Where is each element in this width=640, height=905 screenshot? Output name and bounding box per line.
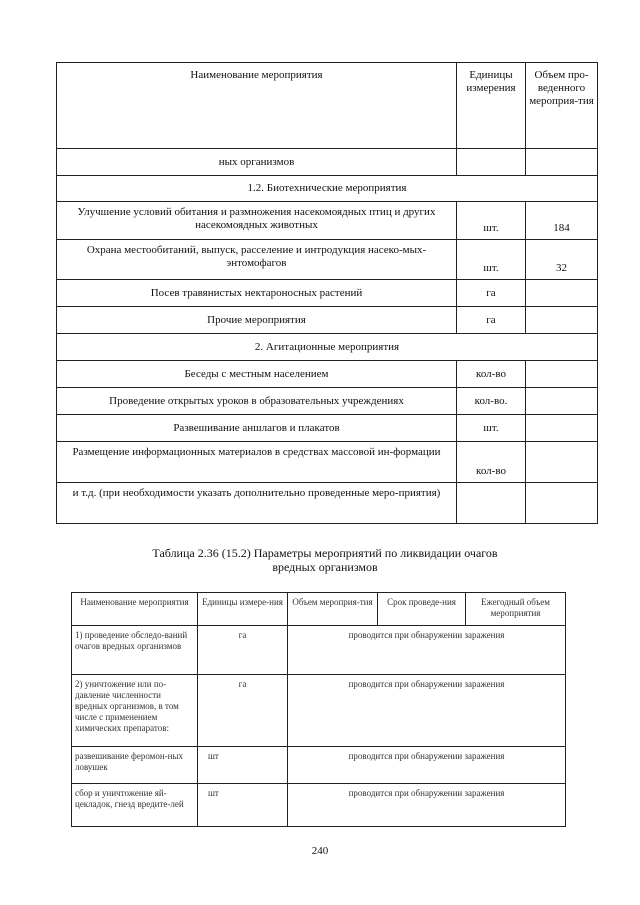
row-unit (457, 483, 526, 524)
row-name: сбор и уничтожение яй-цекладок, гнезд вредите-лей (72, 784, 198, 827)
row-value (526, 388, 598, 415)
table-row (72, 675, 566, 747)
section-row (57, 334, 598, 361)
row-value (526, 280, 598, 307)
row-name: ных организмов (57, 149, 457, 176)
table-row (72, 784, 566, 827)
table-row (57, 202, 598, 240)
row-name: Проведение открытых уроков в образовательных учреждениях (57, 388, 457, 415)
row-unit: кол-во (457, 361, 526, 388)
header-name: Наименование мероприятия (57, 63, 457, 149)
row-value (526, 415, 598, 442)
row-name: и т.д. (при необходимости указать дополнительно проведенные меро-приятия) (57, 483, 457, 524)
section-agit: 2. Агитационные мероприятия (57, 334, 598, 361)
row-name: Развешивание аншлагов и плакатов (57, 415, 457, 442)
table-row (57, 240, 598, 280)
row-unit: шт. (457, 415, 526, 442)
row-note: проводится при обнаружении заражения (288, 747, 566, 784)
table-header-row (57, 63, 598, 149)
row-unit: га (457, 280, 526, 307)
row-value (526, 149, 598, 176)
row-value (526, 483, 598, 524)
header-volume: Объем про-веденного мероприя-тия (526, 63, 598, 149)
row-unit: шт (198, 747, 288, 784)
row-value (526, 307, 598, 334)
header-unit: Единицы измере-ния (198, 593, 288, 626)
pest-foci-table (71, 592, 566, 827)
table-row (57, 415, 598, 442)
row-name: Беседы с местным населением (57, 361, 457, 388)
row-name: развешивание феромон-ных ловушек (72, 747, 198, 784)
row-note: проводится при обнаружении заражения (288, 626, 566, 675)
row-unit: га (457, 307, 526, 334)
table-row (57, 442, 598, 483)
section-biotech: 1.2. Биотехнические мероприятия (57, 176, 598, 202)
header-term: Срок проведе-ния (378, 593, 466, 626)
row-name: Улучшение условий обитания и размножения насекомоядных птиц и других насекомоядных животных (57, 202, 457, 240)
table-row (57, 280, 598, 307)
row-unit: шт (198, 784, 288, 827)
page-number: 240 (311, 845, 329, 857)
header-unit: Единицы измерения (457, 63, 526, 149)
row-note: проводится при обнаружении заражения (288, 675, 566, 747)
row-name: Посев травянистых нектароносных растений (57, 280, 457, 307)
row-name: Охрана местообитаний, выпуск, расселение и интродукция насеко-мых-энтомофагов (57, 240, 457, 280)
row-unit: шт. (457, 240, 526, 280)
row-unit: кол-во (457, 442, 526, 483)
row-value: 184 (526, 202, 598, 240)
row-name: Размещение информационных материалов в средствах массовой ин-формации (57, 442, 457, 483)
row-value (526, 361, 598, 388)
table-row (57, 307, 598, 334)
table-row (57, 388, 598, 415)
row-name: 2) уничтожение или по-давление численности вредных организмов, в том числе с применением химических препаратов: (72, 675, 198, 747)
row-unit: кол-во. (457, 388, 526, 415)
row-value (526, 442, 598, 483)
table-row (72, 626, 566, 675)
row-unit: га (198, 626, 288, 675)
row-unit: шт. (457, 202, 526, 240)
header-volume: Объем мероприя-тия (288, 593, 378, 626)
header-name: Наименование мероприятия (72, 593, 198, 626)
row-name: 1) проведение обследо-ваний очагов вредных организмов (72, 626, 198, 675)
row-name: Прочие мероприятия (57, 307, 457, 334)
row-value: 32 (526, 240, 598, 280)
table-caption: Таблица 2.36 (15.2) Параметры мероприятий по ликвидации очагов вредных организмов (152, 546, 498, 574)
table-header-row (72, 593, 566, 626)
table-row (57, 483, 598, 524)
row-note: проводится при обнаружении заражения (288, 784, 566, 827)
row-unit (457, 149, 526, 176)
table-row (57, 149, 598, 176)
table-row (57, 361, 598, 388)
section-row (57, 176, 598, 202)
activities-table (56, 62, 598, 524)
header-annual-volume: Ежегодный объем мероприятия (466, 593, 566, 626)
row-unit: га (198, 675, 288, 747)
table-row (72, 747, 566, 784)
